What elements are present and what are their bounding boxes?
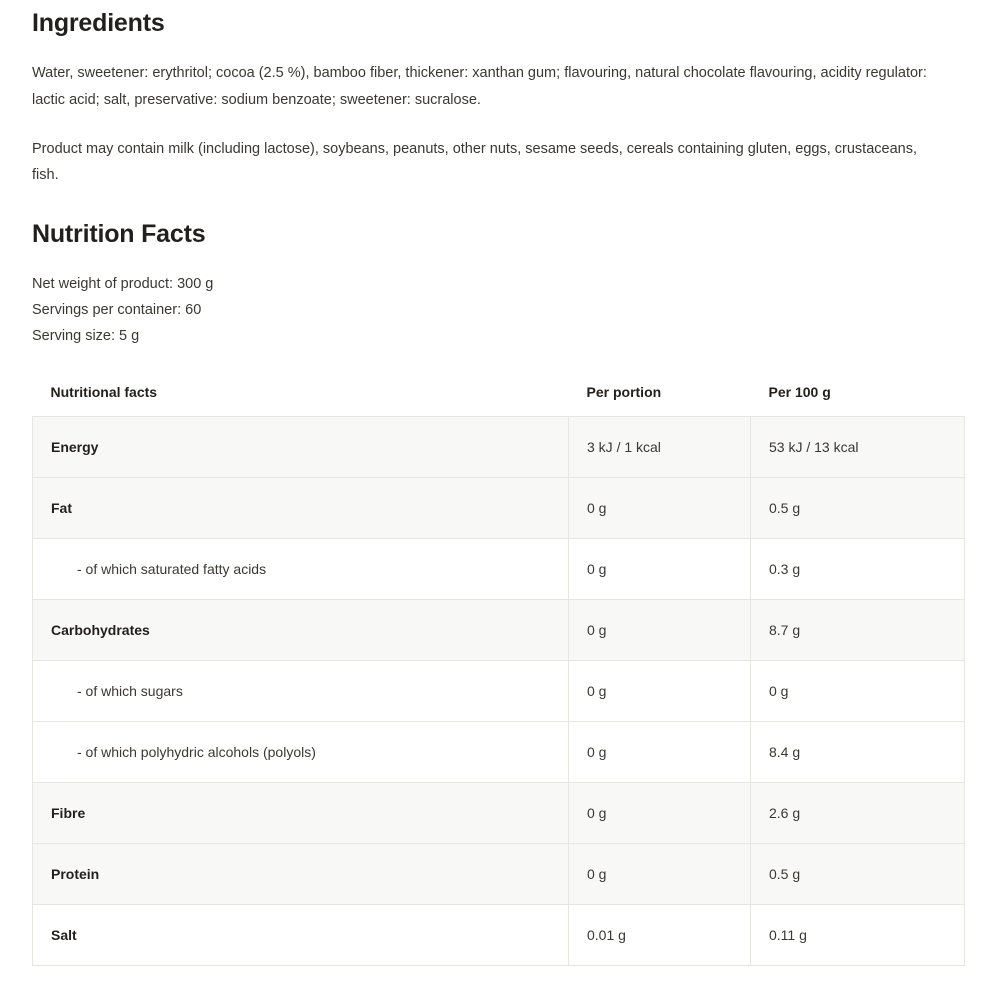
nutrient-label: Carbohydrates xyxy=(51,621,150,638)
table-row xyxy=(33,904,965,965)
table-row xyxy=(33,660,965,721)
allergen-warning-text: Product may contain milk (including lactose), soybeans, peanuts, other nuts, sesame seeds, cereals containing gluten, eggs, crustaceans, fish. xyxy=(32,140,917,184)
serving-size-line: Serving size: 5 g xyxy=(32,328,140,345)
header-per-portion: Per portion xyxy=(586,383,662,400)
net-weight-line: Net weight of product: 300 g xyxy=(32,276,214,293)
per-portion-cell: 0 g xyxy=(569,782,751,843)
per-100g-cell: 0.5 g xyxy=(751,477,965,538)
nutrient-label: Salt xyxy=(51,926,77,943)
per-portion-cell: 3 kJ / 1 kcal xyxy=(569,416,751,477)
nutrient-label: Energy xyxy=(51,438,99,455)
table-header-row xyxy=(33,372,965,417)
per-100g-cell: 8.4 g xyxy=(751,721,965,782)
nutrient-label-cell xyxy=(33,843,569,904)
nutrient-label-cell xyxy=(33,538,569,599)
nutrition-table xyxy=(32,372,965,966)
nutrient-label: - of which saturated fatty acids xyxy=(77,560,267,577)
nutrient-label-cell xyxy=(33,782,569,843)
nutrient-label-cell xyxy=(33,416,569,477)
per-100g-cell: 8.7 g xyxy=(751,599,965,660)
per-portion-cell: 0 g xyxy=(569,538,751,599)
per-portion-cell: 0 g xyxy=(569,477,751,538)
per-100g-cell: 0.11 g xyxy=(751,904,965,965)
ingredients-title: Ingredients xyxy=(32,9,165,37)
header-nutritional-facts: Nutritional facts xyxy=(50,383,158,400)
per-100g-cell: 53 kJ / 13 kcal xyxy=(751,416,965,477)
table-row xyxy=(33,416,965,477)
servings-per-container-line: Servings per container: 60 xyxy=(32,302,202,319)
nutrient-label: Protein xyxy=(51,865,100,882)
nutrient-label: Fat xyxy=(51,499,72,516)
table-row xyxy=(33,782,965,843)
header-per-100g: Per 100 g xyxy=(768,383,831,400)
serving-info xyxy=(32,271,968,349)
table-row xyxy=(33,477,965,538)
per-portion-cell: 0 g xyxy=(569,843,751,904)
nutrient-label-cell xyxy=(33,599,569,660)
per-100g-cell: 0.3 g xyxy=(751,538,965,599)
per-100g-cell: 0 g xyxy=(751,660,965,721)
table-row xyxy=(33,843,965,904)
nutrient-label: - of which polyhydric alcohols (polyols) xyxy=(77,743,316,760)
nutrition-facts-title: Nutrition Facts xyxy=(32,220,206,249)
table-row xyxy=(33,599,965,660)
nutrient-label-cell xyxy=(33,904,569,965)
nutrient-label: Fibre xyxy=(51,804,86,821)
nutrient-label: - of which sugars xyxy=(77,682,183,699)
per-100g-cell: 2.6 g xyxy=(751,782,965,843)
nutrient-label-cell xyxy=(33,477,569,538)
per-portion-cell: 0 g xyxy=(569,721,751,782)
table-row xyxy=(33,538,965,599)
nutrient-label-cell xyxy=(33,660,569,721)
nutrient-label-cell xyxy=(33,721,569,782)
per-portion-cell: 0.01 g xyxy=(569,904,751,965)
per-portion-cell: 0 g xyxy=(569,660,751,721)
ingredients-list-text: Water, sweetener: erythritol; cocoa (2.5 %), bamboo fiber, thickener: xanthan gum; flavouring, natural chocolate flavouring, acidity regulator: lactic acid; salt, preservative: sodium benzoate; sweetener: sucralose. xyxy=(32,65,927,108)
per-portion-cell: 0 g xyxy=(569,599,751,660)
table-row xyxy=(33,721,965,782)
per-100g-cell: 0.5 g xyxy=(751,843,965,904)
